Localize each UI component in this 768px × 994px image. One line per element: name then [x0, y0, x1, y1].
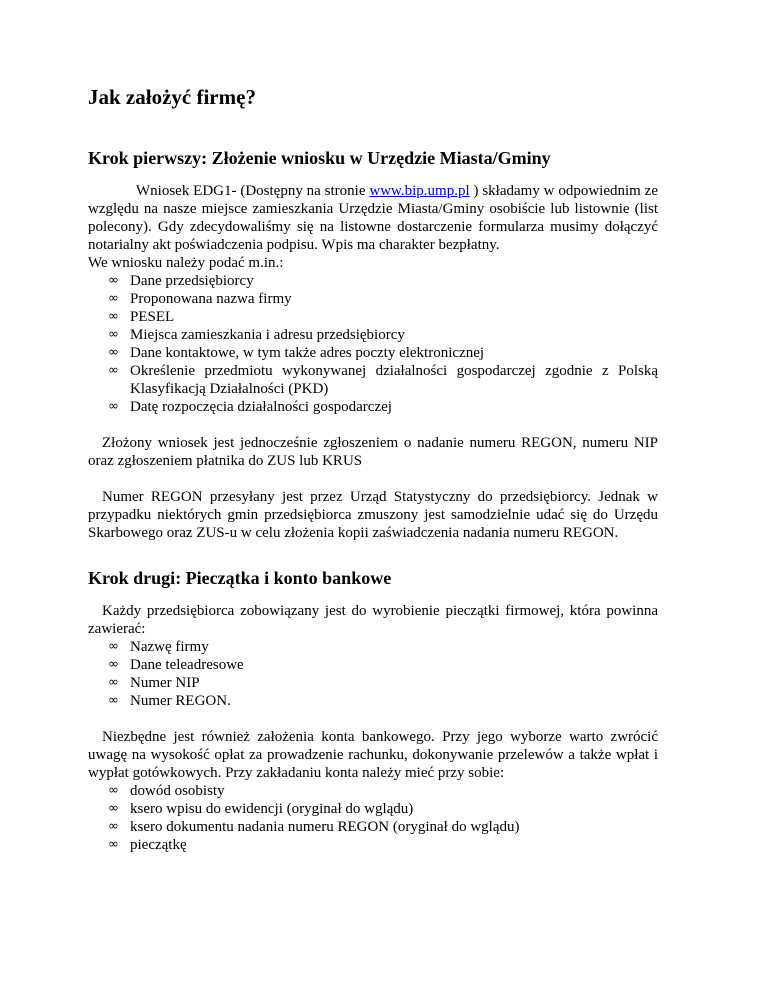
step2-bank-paragraph: Niezbędne jest również założenia konta bankowego. Przy jego wyborze warto zwrócić uwagę na wysokość opłat za prowadzenie rachunku, dokonywanie przelewów a także wpłat i wypłat gotówkowych. Przy zakładaniu konta należy mieć przy sobie:	[88, 729, 658, 781]
bullet-icon: ∞	[108, 657, 119, 672]
bip-ump-link[interactable]: www.bip.ump.pl	[369, 183, 470, 199]
page-title: Jak założyć firmę?	[88, 85, 256, 109]
list-item: ∞ Numer NIP	[108, 675, 200, 691]
bullet-icon: ∞	[108, 675, 119, 690]
list-item: ∞ Określenie przedmiotu wykonywanej działalności gospodarczej zgodnie z Polską Klasyfikacją Działalności (PKD)	[108, 363, 658, 397]
list-item: ∞ pieczątkę	[108, 837, 187, 853]
step1-intro-text-before-link: Wniosek EDG1- (Dostępny na stronie	[136, 183, 370, 199]
list-item: ∞ Numer REGON.	[108, 693, 231, 709]
step1-regon-paragraph: Numer REGON przesyłany jest przez Urząd Statystyczny do przedsiębiorcy. Jednak w przypadku niektórych gmin przedsiębiorca zmuszony jest samodzielnie udać się do Urzędu Skarbowego oraz ZUS-u w celu złożenia kopii zaświadczenia nadania numeru REGON.	[88, 489, 658, 541]
list-item: ∞ Dane przedsiębiorcy	[108, 273, 254, 289]
bullet-icon: ∞	[108, 345, 119, 360]
list-item: ∞ dowód osobisty	[108, 783, 225, 799]
bullet-icon: ∞	[108, 363, 119, 378]
bullet-icon: ∞	[108, 693, 119, 708]
step2-stamp-list	[88, 638, 658, 710]
list-item: ∞ Dane kontaktowe, w tym także adres poczty elektronicznej	[108, 345, 485, 361]
list-item: ∞ PESEL	[108, 309, 175, 325]
bullet-icon: ∞	[108, 309, 119, 324]
bullet-icon: ∞	[108, 639, 119, 654]
list-item: ∞ ksero wpisu do ewidencji (oryginał do wglądu)	[108, 801, 414, 817]
step2-bank-list	[88, 782, 658, 854]
step2-stamp-paragraph: Każdy przedsiębiorca zobowiązany jest do wyrobienie pieczątki firmowej, która powinna zawierać:	[88, 603, 658, 637]
bullet-icon: ∞	[108, 837, 119, 852]
list-item: ∞ Datę rozpoczęcia działalności gospodarczej	[108, 399, 392, 415]
bullet-icon: ∞	[108, 327, 119, 342]
step1-heading: Krok pierwszy: Złożenie wniosku w Urzędzie Miasta/Gminy	[88, 148, 551, 168]
bullet-icon: ∞	[108, 399, 119, 414]
bullet-icon: ∞	[108, 801, 119, 816]
step1-intro-text-after-link: ) składamy w odpowiednim ze względu na nasze miejsce zamieszkania Urzędzie Miasta/Gminy osobiście lub listownie (list polecony). Gdy zdecydowaliśmy się na listowne dostarczenie formularza musimy dołączyć notarialny akt poświadczenia podpisu. Wpis ma charakter bezpłatny.	[88, 183, 658, 253]
bullet-icon: ∞	[108, 819, 119, 834]
list-item: ∞ Nazwę firmy	[108, 639, 209, 655]
list-item: ∞ Proponowana nazwa firmy	[108, 291, 292, 307]
bullet-icon: ∞	[108, 273, 119, 288]
step1-intro-paragraph	[88, 182, 658, 254]
bullet-icon: ∞	[108, 291, 119, 306]
step1-list-intro: We wniosku należy podać m.in.:	[88, 255, 284, 271]
step2-heading: Krok drugi: Pieczątka i konto bankowe	[88, 568, 392, 588]
bullet-icon: ∞	[108, 783, 119, 798]
step1-requirements-list	[88, 272, 658, 416]
list-item: ∞ ksero dokumentu nadania numeru REGON (oryginał do wglądu)	[108, 819, 520, 835]
list-item: ∞ Dane teleadresowe	[108, 657, 244, 673]
list-item: ∞ Miejsca zamieszkania i adresu przedsiębiorcy	[108, 327, 405, 343]
step1-registration-paragraph: Złożony wniosek jest jednocześnie zgłoszeniem o nadanie numeru REGON, numeru NIP oraz zgłoszeniem płatnika do ZUS lub KRUS	[88, 435, 658, 469]
